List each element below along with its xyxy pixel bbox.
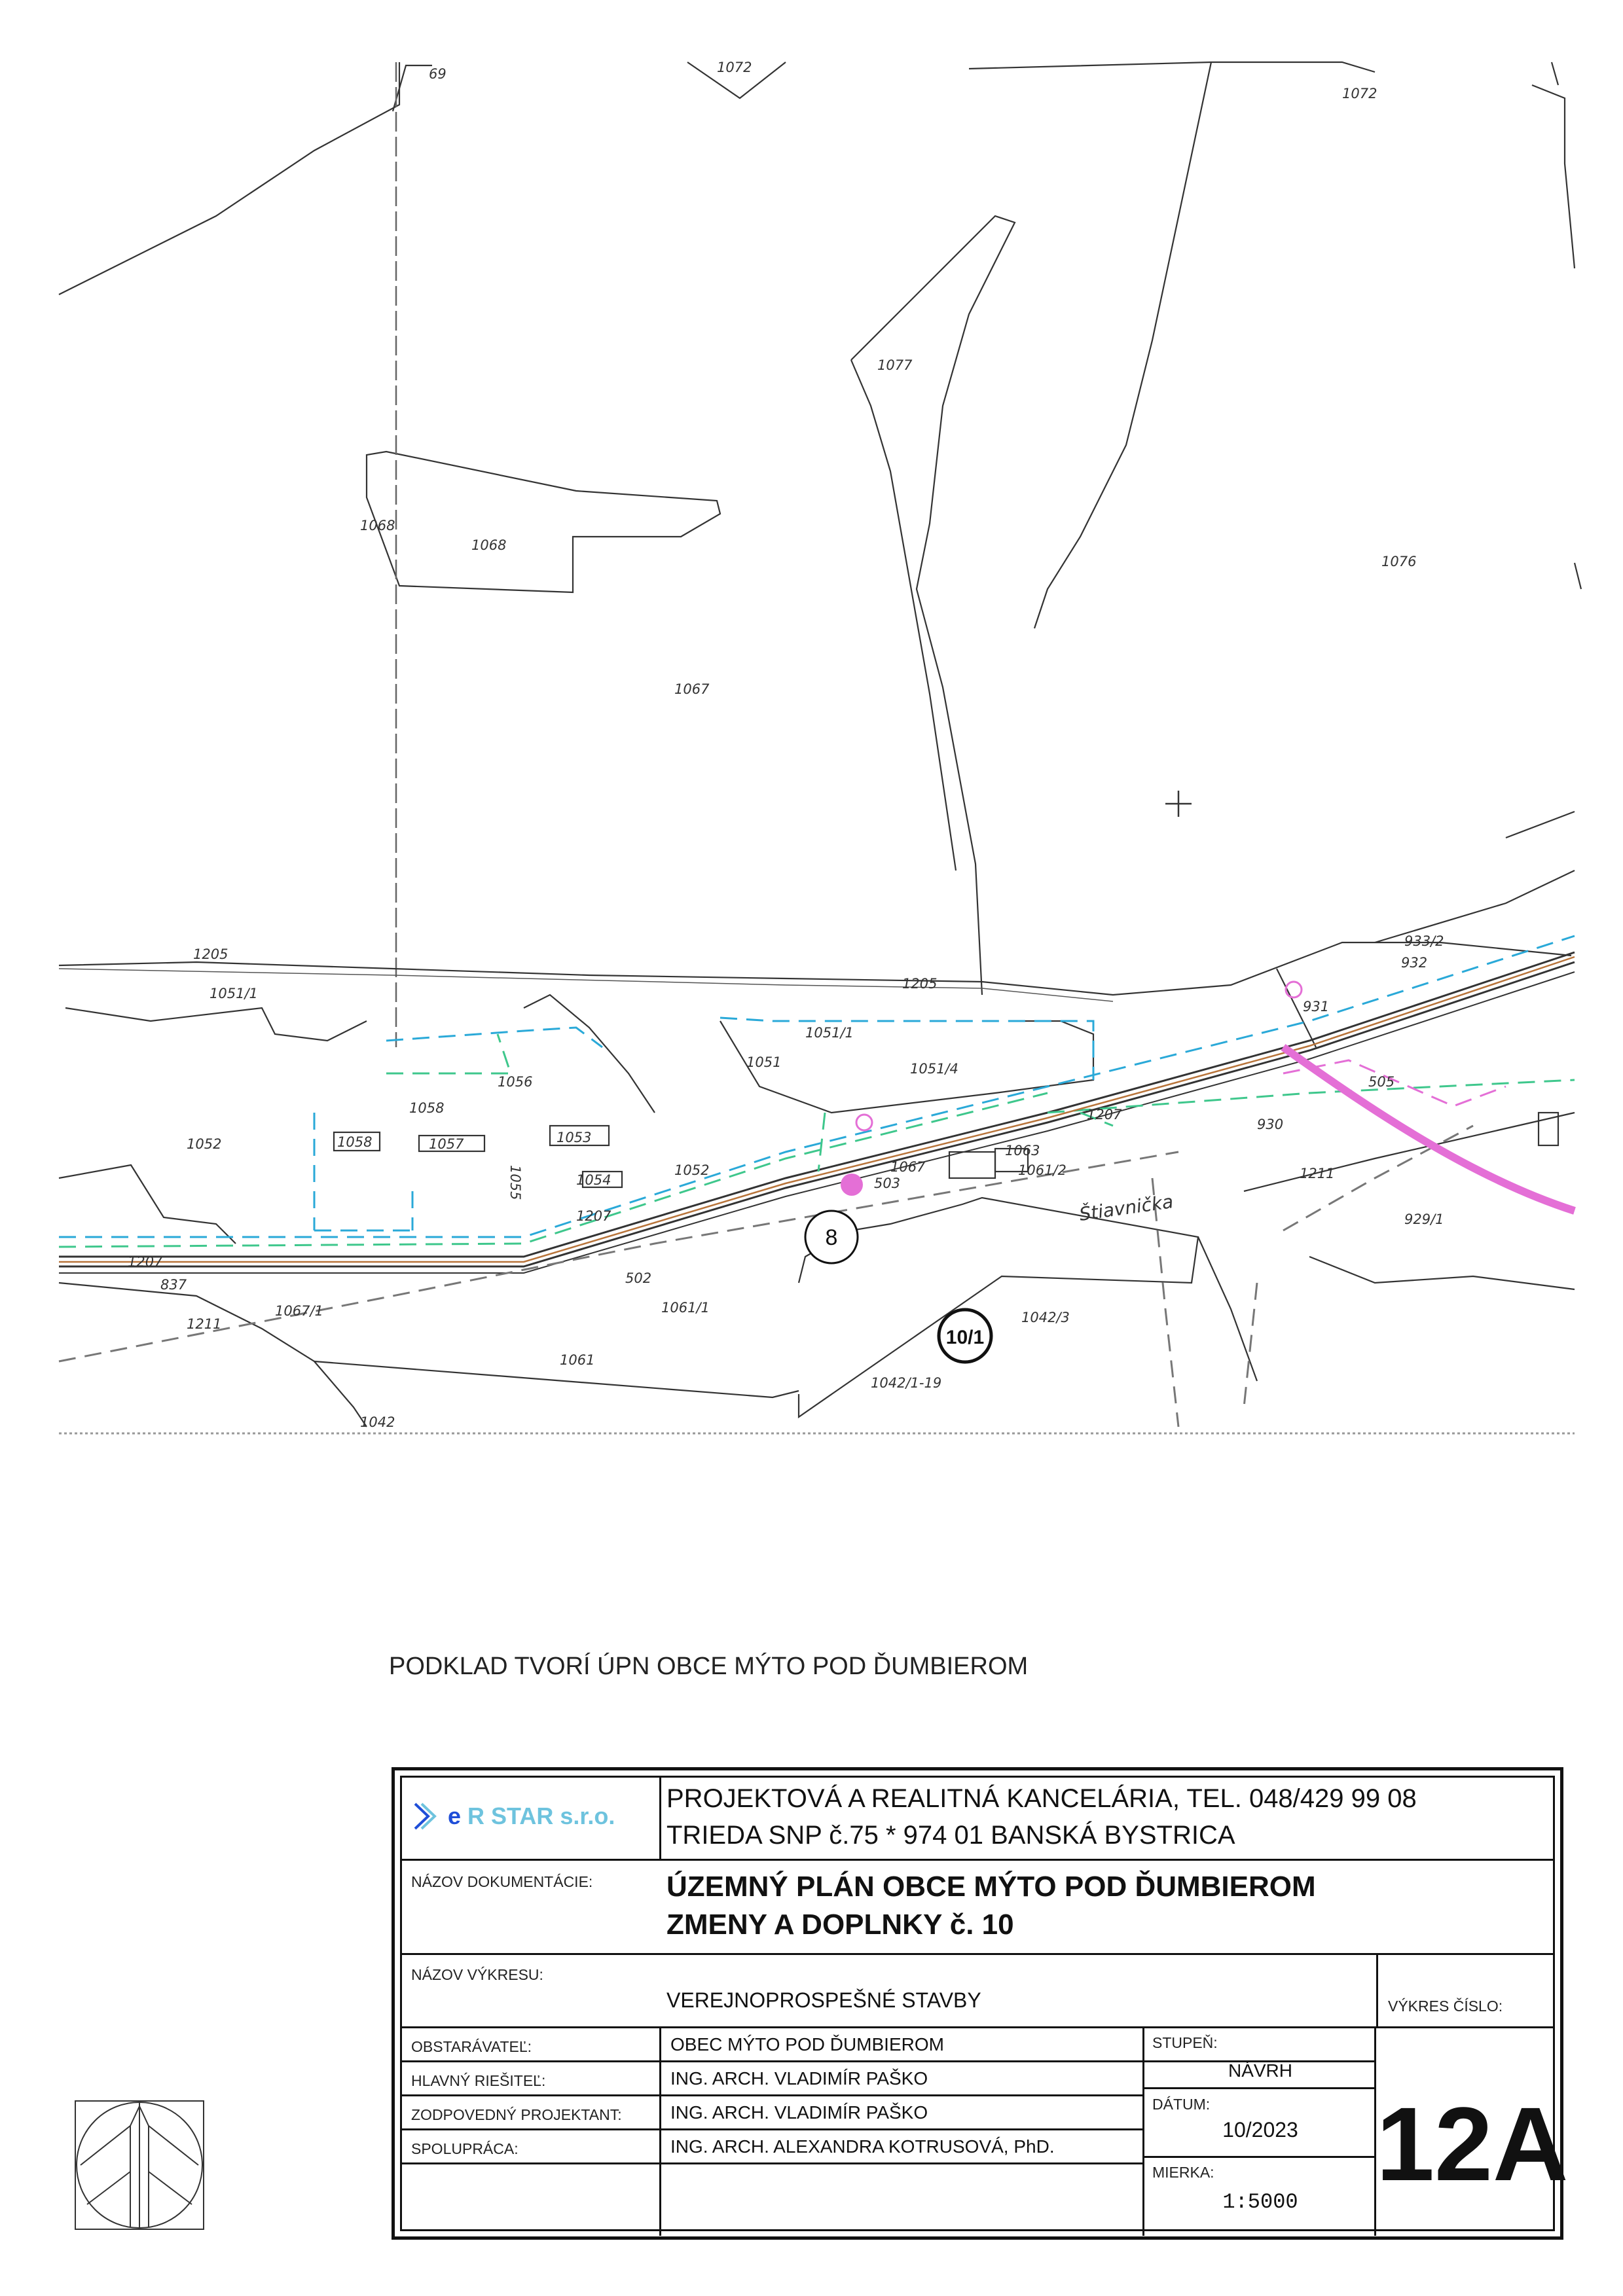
title-block (392, 1767, 1569, 2240)
scale-label: MIERKA: (1152, 2164, 1214, 2181)
parcel-label: 1211 (187, 1316, 222, 1332)
doc-name-line-1: ÚZEMNÝ PLÁN OBCE MÝTO POD ĎUMBIEROM (666, 1871, 1316, 1903)
company-line-1: PROJEKTOVÁ A REALITNÁ KANCELÁRIA, TEL. 048/429 99 08 (666, 1784, 1417, 1813)
parcel-label: 1067 (674, 681, 710, 697)
parcel-label: 1072 (717, 60, 752, 75)
drawing-name-label: NÁZOV VÝKRESU: (411, 1966, 543, 1983)
parcel-label: 1042/3 (1021, 1310, 1070, 1325)
parcel-label: 1067/1 (275, 1303, 323, 1319)
source-note: PODKLAD TVORÍ ÚPN OBCE MÝTO POD ĎUMBIEROM (389, 1653, 1029, 1680)
parcel-label: 1058 (337, 1134, 373, 1150)
parcel-label: 1205 (193, 946, 228, 962)
parcel-label: 1053 (556, 1130, 592, 1145)
doc-name-line-2: ZMENY A DOPLNKY č. 10 (666, 1909, 1014, 1941)
parcel-label: 1207 (1087, 1107, 1122, 1122)
parcel-label: 503 (874, 1175, 901, 1191)
parcel-label: 1057 (429, 1136, 464, 1152)
parcel-label: 1061/1 (661, 1300, 710, 1316)
pink-line (1283, 1047, 1575, 1211)
marker-label: 8 (825, 1225, 838, 1250)
parcel-label: 1076 (1381, 554, 1417, 569)
drawing-number: 12A (1376, 2085, 1569, 2202)
parcel-label: 1051/1 (210, 986, 258, 1001)
parcel-label: 1205 (902, 976, 938, 992)
parcel-label: 1058 (409, 1100, 445, 1116)
parcel-label: 1054 (576, 1172, 611, 1188)
parcel-label: 1051/1 (805, 1025, 854, 1041)
parcel-label: 1077 (877, 357, 913, 373)
parcel-label: 933/2 (1404, 933, 1444, 949)
parcel-label: 1063 (1005, 1143, 1040, 1158)
marker-10-1 (939, 1310, 991, 1362)
parcel-label: 1061/2 (1018, 1162, 1067, 1178)
scale: 1:5000 (1222, 2190, 1298, 2214)
stream-label: Štiavnička (1078, 1191, 1175, 1225)
pink-point (841, 1174, 863, 1196)
parcel-label: 502 (625, 1270, 652, 1286)
parcel-label: 1211 (1300, 1166, 1335, 1181)
responsible-designer: ING. ARCH. VLADIMÍR PAŠKO (670, 2102, 928, 2123)
parcel-label: 1055 (507, 1165, 523, 1200)
chief-label: HLAVNÝ RIEŠITEĽ: (411, 2072, 546, 2089)
parcel-label: 1207 (576, 1208, 611, 1224)
date-label: DÁTUM: (1152, 2096, 1211, 2113)
marker-8 (805, 1211, 858, 1263)
parcel-label: 1051/4 (910, 1061, 958, 1077)
drawing-name: VEREJNOPROSPEŠNÉ STAVBY (666, 1988, 981, 2012)
parcel-boundary (59, 62, 399, 295)
cooperation: ING. ARCH. ALEXANDRA KOTRUSOVÁ, PhD. (670, 2136, 1055, 2157)
parcel-label: 505 (1368, 1074, 1395, 1090)
parcel-label: 1052 (674, 1162, 710, 1178)
drawing-no-label: VÝKRES ČÍSLO: (1388, 1998, 1503, 2015)
parcel-label: 1056 (498, 1074, 533, 1090)
parcel-label: 1207 (128, 1254, 163, 1270)
procurer: OBEC MÝTO POD ĎUMBIEROM (670, 2034, 944, 2054)
parcel-label: 1052 (187, 1136, 222, 1152)
parcel-label: 932 (1401, 955, 1428, 971)
brand-name: R STAR s.r.o. (467, 1803, 615, 1829)
parcel-label: 929/1 (1404, 1211, 1444, 1227)
parcel-label: 1051 (746, 1054, 782, 1070)
chief-designer: ING. ARCH. VLADIMÍR PAŠKO (670, 2068, 928, 2089)
parcel-label: 931 (1303, 999, 1330, 1014)
marker-label: 10/1 (945, 1327, 985, 1348)
doc-name-label: NÁZOV DOKUMENTÁCIE: (411, 1873, 593, 1890)
parcel-label: 1068 (471, 537, 507, 553)
brand-prefix: e (448, 1803, 462, 1829)
parcel-label: 1061 (560, 1352, 595, 1368)
responsible-label: ZODPOVEDNÝ PROJEKTANT: (411, 2106, 622, 2123)
parcel-label: 1068 (360, 518, 395, 533)
procurer-label: OBSTARÁVATEĽ: (411, 2038, 532, 2055)
chevron-logo-icon (411, 1801, 441, 1831)
parcel-label: 1042/1-19 (871, 1375, 942, 1391)
parcel-label: 69 (429, 66, 447, 82)
cooperation-label: SPOLUPRÁCA: (411, 2140, 519, 2157)
date: 10/2023 (1222, 2118, 1298, 2142)
north-arrow-icon (74, 2100, 205, 2231)
parcel-label: 1042 (360, 1414, 395, 1430)
parcel-label: 837 (160, 1277, 187, 1293)
parcel-label: 1072 (1342, 86, 1377, 101)
company-logo (411, 1801, 615, 1831)
parcel-label: 1067 (890, 1159, 926, 1175)
stage: NÁVRH (1228, 2060, 1292, 2081)
parcel-label: 930 (1257, 1117, 1284, 1132)
company-line-2: TRIEDA SNP č.75 * 974 01 BANSKÁ BYSTRICA (666, 1821, 1235, 1850)
stage-label: STUPEŇ: (1152, 2034, 1218, 2051)
